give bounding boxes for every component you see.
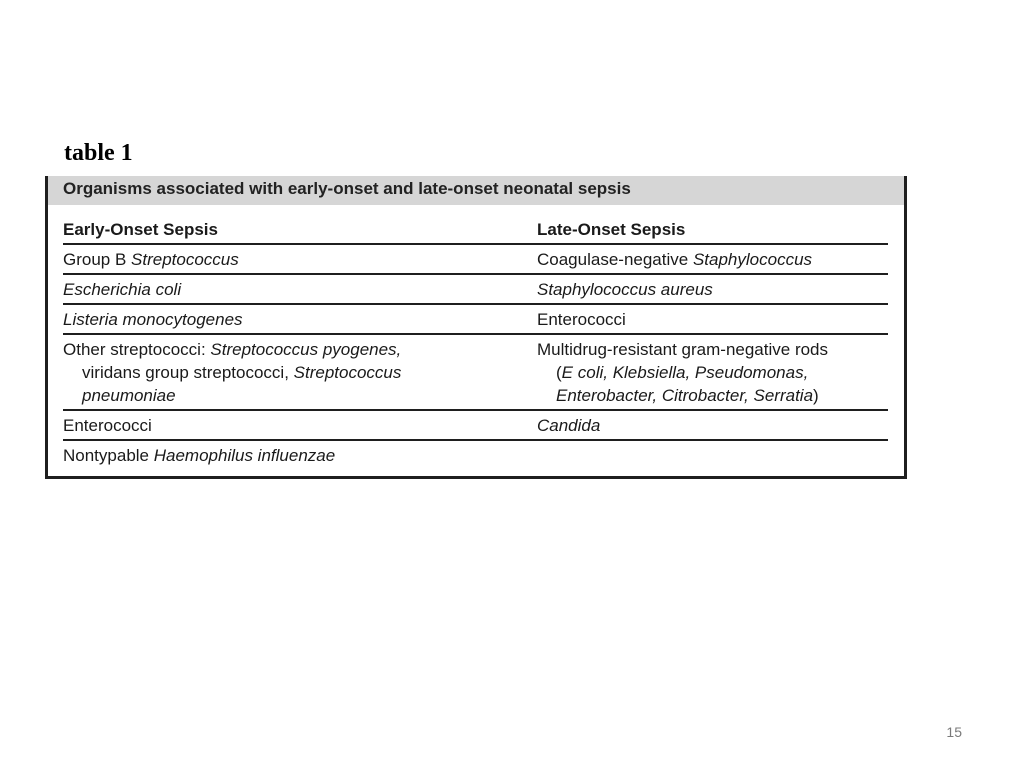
cell-organism: pneumoniae — [82, 386, 176, 405]
late-onset-cell — [537, 335, 888, 409]
early-onset-cell — [63, 245, 537, 273]
early-onset-cell — [63, 305, 537, 333]
table-header-row — [63, 216, 888, 245]
cell-organism: Streptococcus pyogenes, — [210, 340, 402, 359]
cell-text: Multidrug-resistant gram-negative rods — [537, 340, 829, 359]
cell-organism: Staphylococcus — [692, 250, 813, 269]
late-onset-cell — [537, 305, 888, 333]
cell-organism: Escherichia coli — [63, 280, 182, 299]
table-row — [63, 411, 888, 441]
cell-text: Enterococci — [537, 310, 626, 329]
cell-text: Enterococci — [63, 416, 152, 435]
slide-title: table 1 — [64, 140, 133, 166]
table-caption: Organisms associated with early-onset and late-onset neonatal sepsis — [48, 176, 904, 205]
cell-continuation — [537, 384, 888, 407]
early-onset-cell — [63, 275, 537, 303]
early-onset-cell — [63, 335, 537, 409]
cell-organism: Staphylococcus aureus — [537, 280, 713, 299]
cell-organism: Listeria monocytogenes — [63, 310, 243, 329]
cell-text: ) — [813, 386, 819, 405]
table-row — [63, 245, 888, 275]
table-grid — [63, 216, 888, 469]
cell-organism: Haemophilus influenzae — [153, 446, 336, 465]
cell-text: viridans group streptococci, — [82, 363, 294, 382]
page-number: 15 — [946, 724, 962, 740]
header-early-onset: Early-Onset Sepsis — [63, 220, 218, 239]
header-late-onset: Late-Onset Sepsis — [537, 220, 686, 239]
cell-organism: E coli, Klebsiella, Pseudomonas, — [561, 363, 809, 382]
early-onset-cell — [63, 441, 537, 469]
table-row — [63, 335, 888, 411]
late-onset-cell — [537, 411, 888, 439]
cell-organism: Enterobacter, Citrobacter, Serratia — [556, 386, 814, 405]
cell-text: Nontypable — [63, 446, 154, 465]
late-onset-cell — [537, 441, 888, 469]
cell-continuation — [63, 384, 537, 407]
cell-text: Group B — [63, 250, 132, 269]
cell-organism: Streptococcus — [293, 363, 402, 382]
table-row — [63, 441, 888, 469]
early-onset-cell — [63, 411, 537, 439]
late-onset-cell — [537, 245, 888, 273]
cell-continuation — [63, 361, 537, 384]
sepsis-organisms-table — [45, 176, 907, 479]
table-row — [63, 275, 888, 305]
cell-continuation — [537, 361, 888, 384]
cell-organism: Streptococcus — [131, 250, 239, 269]
table-row — [63, 305, 888, 335]
cell-text: ( — [556, 363, 562, 382]
cell-text: Coagulase-negative — [537, 250, 693, 269]
cell-organism: Candida — [537, 416, 601, 435]
late-onset-cell — [537, 275, 888, 303]
cell-text: Other streptococci: — [63, 340, 211, 359]
